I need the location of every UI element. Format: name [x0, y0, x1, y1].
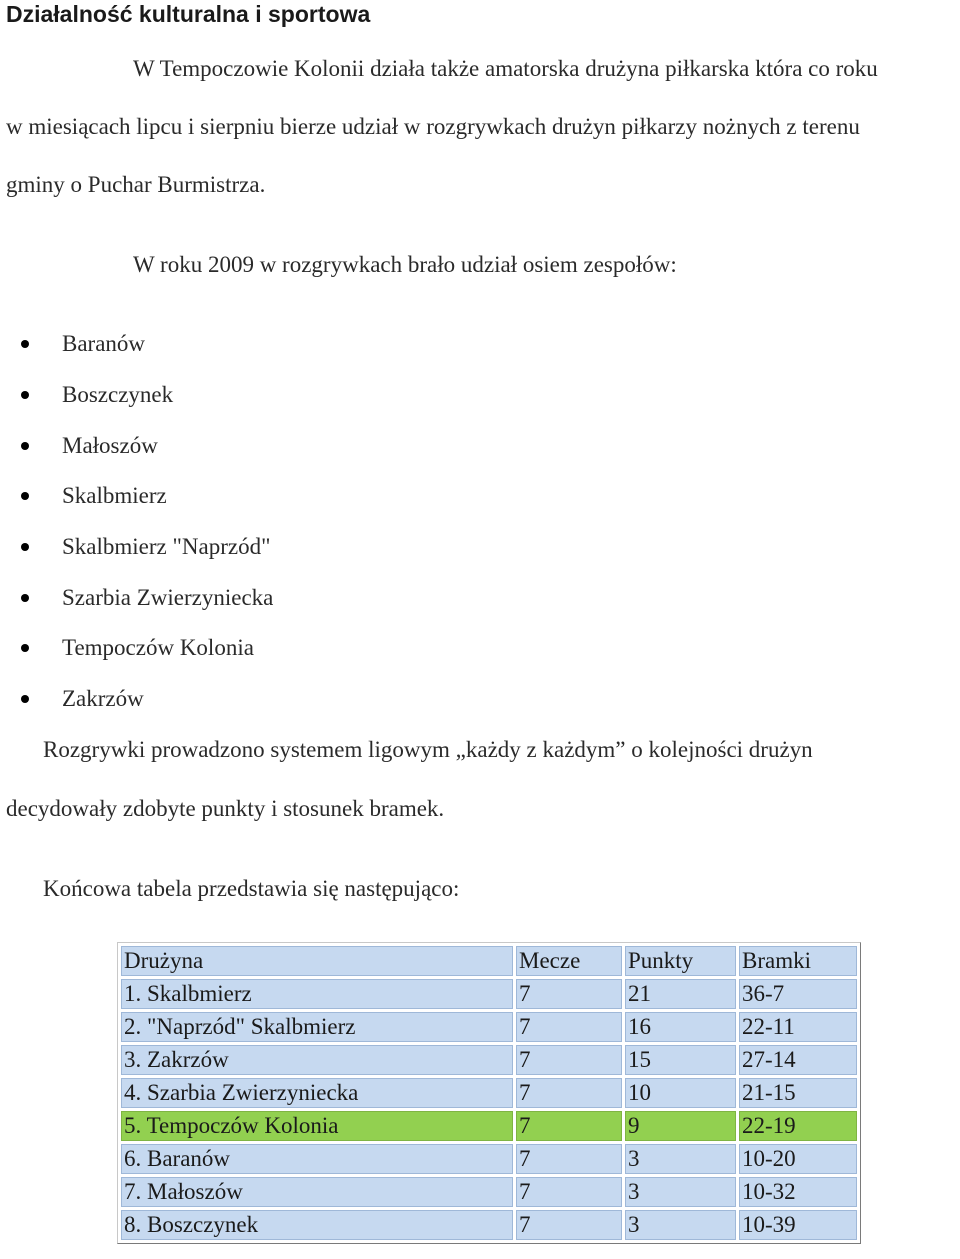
- bullet-icon: [21, 340, 29, 348]
- cell-matches: 7: [516, 1045, 622, 1075]
- table-row: [121, 1210, 857, 1240]
- intro-line-2: w miesiącach lipcu i sierpniu bierze udział w rozgrywkach drużyn piłkarzy nożnych z terenu: [6, 114, 860, 139]
- cell-points: 10: [625, 1078, 736, 1108]
- cell-points: 9: [625, 1111, 736, 1141]
- table-row-highlighted: [121, 1111, 857, 1141]
- cell-team: 5. Tempoczów Kolonia: [121, 1111, 513, 1141]
- standings-table: [117, 942, 861, 1244]
- bullet-icon: [21, 594, 29, 602]
- team-item: Baranów: [62, 331, 146, 356]
- system-line-1: Rozgrywki prowadzono systemem ligowym „każdy z każdym” o kolejności drużyn: [43, 737, 813, 762]
- cell-matches: 7: [516, 1078, 622, 1108]
- cell-goals: 27-14: [739, 1045, 857, 1075]
- cell-goals: 10-39: [739, 1210, 857, 1240]
- cell-team: 2. "Naprzód" Skalbmierz: [121, 1012, 513, 1042]
- team-item: Szarbia Zwierzyniecka: [62, 585, 274, 610]
- cell-matches: 7: [516, 1144, 622, 1174]
- table-intro: Końcowa tabela przedstawia się następująco:: [43, 876, 460, 901]
- cell-team: 4. Szarbia Zwierzyniecka: [121, 1078, 513, 1108]
- table-row: [121, 1078, 857, 1108]
- table-row: [121, 979, 857, 1009]
- header-points: Punkty: [625, 946, 736, 976]
- cell-goals: 21-15: [739, 1078, 857, 1108]
- table-row: [121, 1012, 857, 1042]
- cell-goals: 36-7: [739, 979, 857, 1009]
- cell-team: 3. Zakrzów: [121, 1045, 513, 1075]
- cell-goals: 22-11: [739, 1012, 857, 1042]
- team-item: Skalbmierz "Naprzód": [62, 534, 271, 559]
- bullet-icon: [21, 391, 29, 399]
- team-item: Boszczynek: [62, 382, 174, 407]
- table-row: [121, 1144, 857, 1174]
- table-row: [121, 1177, 857, 1207]
- bullet-icon: [21, 695, 29, 703]
- header-team: Drużyna: [121, 946, 513, 976]
- cell-matches: 7: [516, 979, 622, 1009]
- cell-goals: 22-19: [739, 1111, 857, 1141]
- cell-points: 21: [625, 979, 736, 1009]
- page-heading: Działalność kulturalna i sportowa: [6, 1, 371, 27]
- system-line-2: decydowały zdobyte punkty i stosunek bramek.: [6, 796, 445, 821]
- cell-matches: 7: [516, 1111, 622, 1141]
- team-item: Małoszów: [62, 433, 158, 458]
- header-goals: Bramki: [739, 946, 857, 976]
- teams-intro: W roku 2009 w rozgrywkach brało udział osiem zespołów:: [133, 252, 677, 277]
- cell-points: 3: [625, 1144, 736, 1174]
- cell-points: 3: [625, 1177, 736, 1207]
- table-header-row: [121, 946, 857, 976]
- team-item: Skalbmierz: [62, 483, 167, 508]
- cell-team: 7. Małoszów: [121, 1177, 513, 1207]
- table-row: [121, 1045, 857, 1075]
- cell-points: 15: [625, 1045, 736, 1075]
- cell-team: 1. Skalbmierz: [121, 979, 513, 1009]
- bullet-icon: [21, 442, 29, 450]
- team-item: Zakrzów: [62, 686, 144, 711]
- cell-points: 16: [625, 1012, 736, 1042]
- bullet-icon: [21, 492, 29, 500]
- bullet-icon: [21, 644, 29, 652]
- cell-matches: 7: [516, 1177, 622, 1207]
- cell-points: 3: [625, 1210, 736, 1240]
- cell-matches: 7: [516, 1210, 622, 1240]
- cell-team: 8. Boszczynek: [121, 1210, 513, 1240]
- cell-matches: 7: [516, 1012, 622, 1042]
- cell-goals: 10-32: [739, 1177, 857, 1207]
- cell-team: 6. Baranów: [121, 1144, 513, 1174]
- header-matches: Mecze: [516, 946, 622, 976]
- cell-goals: 10-20: [739, 1144, 857, 1174]
- team-item: Tempoczów Kolonia: [62, 635, 254, 660]
- bullet-icon: [21, 543, 29, 551]
- intro-line-3: gminy o Puchar Burmistrza.: [6, 172, 266, 197]
- intro-line-1: W Tempoczowie Kolonii działa także amatorska drużyna piłkarska która co roku: [133, 56, 878, 81]
